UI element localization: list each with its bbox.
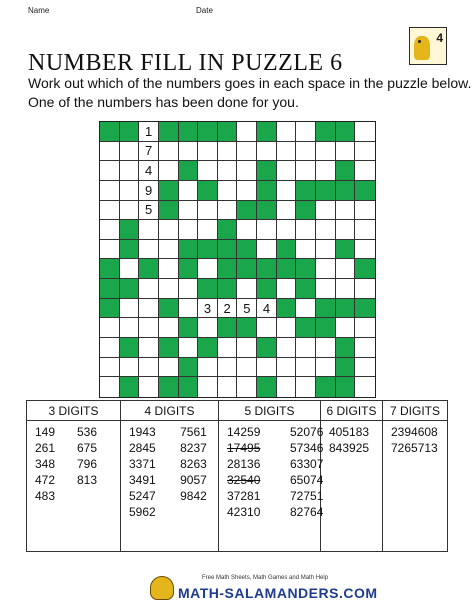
number-entry: 28136 bbox=[227, 457, 261, 471]
grid-cell bbox=[179, 299, 199, 319]
grid-cell-shaded bbox=[159, 181, 179, 201]
grid-cell-shaded bbox=[237, 201, 257, 221]
grid-cell bbox=[198, 259, 218, 279]
grid-cell bbox=[139, 358, 159, 378]
number-entry: 8263 bbox=[180, 457, 207, 471]
grid-cell bbox=[120, 161, 140, 181]
number-entry: 82764 bbox=[290, 505, 324, 519]
grid-cell bbox=[100, 377, 120, 397]
number-entry: 405183 bbox=[329, 425, 370, 439]
grid-cell-shaded bbox=[218, 240, 238, 260]
grid-cell-shaded bbox=[218, 122, 238, 142]
number-entry: 5247 bbox=[129, 489, 156, 503]
grid-cell bbox=[179, 181, 199, 201]
grid-cell-shaded bbox=[257, 377, 277, 397]
grid-cell-shaded bbox=[355, 299, 375, 319]
grid-cell-shaded bbox=[100, 279, 120, 299]
grid-cell bbox=[355, 122, 375, 142]
digits-column-header: 4 DIGITS bbox=[121, 401, 218, 421]
grid-cell-shaded bbox=[336, 161, 356, 181]
number-entry: 37281 bbox=[227, 489, 261, 503]
grid-cell bbox=[316, 279, 336, 299]
grid-cell bbox=[336, 201, 356, 221]
grid-cell-shaded bbox=[316, 299, 336, 319]
grid-cell-shaded bbox=[139, 259, 159, 279]
grid-cell-shaded bbox=[316, 318, 336, 338]
grid-cell-shaded bbox=[296, 259, 316, 279]
grid-cell-shaded bbox=[198, 240, 218, 260]
grid-cell-shaded bbox=[277, 259, 297, 279]
grid-cell-shaded bbox=[159, 377, 179, 397]
grid-cell bbox=[139, 338, 159, 358]
grid-cell-shaded bbox=[179, 318, 199, 338]
grid-cell bbox=[159, 279, 179, 299]
number-entry: 17495 bbox=[227, 441, 261, 455]
grid-cell-given: 5 bbox=[139, 201, 159, 221]
grid-cell bbox=[179, 142, 199, 162]
number-entry: 42310 bbox=[227, 505, 261, 519]
grid-cell-shaded bbox=[336, 338, 356, 358]
grid-cell bbox=[336, 220, 356, 240]
grid-cell bbox=[277, 318, 297, 338]
grid-cell-shaded bbox=[316, 377, 336, 397]
grid-cell bbox=[257, 318, 277, 338]
grid-cell bbox=[159, 220, 179, 240]
grid-cell-shaded bbox=[179, 358, 199, 378]
grid-cell bbox=[198, 142, 218, 162]
number-entry: 536 bbox=[77, 425, 98, 439]
grid-cell-given: 7 bbox=[139, 142, 159, 162]
grid-cell-shaded bbox=[277, 240, 297, 260]
page-title: NUMBER FILL IN PUZZLE 6 bbox=[28, 50, 343, 76]
number-entry: 2394608 bbox=[391, 425, 438, 439]
grid-cell-shaded bbox=[336, 358, 356, 378]
grid-cell-shaded bbox=[296, 181, 316, 201]
grid-cell-shaded bbox=[336, 181, 356, 201]
grid-cell-shaded bbox=[296, 279, 316, 299]
number-entry: 675 bbox=[77, 441, 98, 455]
grid-cell-given: 1 bbox=[139, 122, 159, 142]
grid-cell bbox=[100, 181, 120, 201]
number-entry: 261 bbox=[35, 441, 56, 455]
number-entry: 149 bbox=[35, 425, 56, 439]
grid-cell-shaded bbox=[218, 259, 238, 279]
footer-brand: MATH-SALAMANDERS.COM bbox=[178, 585, 378, 601]
grid-cell-shaded bbox=[257, 279, 277, 299]
grid-cell bbox=[198, 201, 218, 221]
salamander-mascot-icon bbox=[414, 36, 430, 60]
digits-column-header: 7 DIGITS bbox=[383, 401, 447, 421]
number-entry: 5962 bbox=[129, 505, 156, 519]
grid-cell bbox=[159, 240, 179, 260]
number-entry: 348 bbox=[35, 457, 56, 471]
grid-cell-shaded bbox=[257, 259, 277, 279]
grid-cell-shaded bbox=[179, 161, 199, 181]
grid-cell bbox=[159, 259, 179, 279]
grid-cell bbox=[355, 377, 375, 397]
grid-cell bbox=[296, 338, 316, 358]
grid-cell-shaded bbox=[100, 259, 120, 279]
grid-cell-shaded bbox=[316, 181, 336, 201]
grade-number: 4 bbox=[436, 31, 443, 45]
grid-cell-shaded bbox=[355, 259, 375, 279]
grid-cell bbox=[120, 142, 140, 162]
grid-cell bbox=[355, 318, 375, 338]
date-label: Date bbox=[196, 6, 213, 15]
grid-cell bbox=[296, 358, 316, 378]
grid-cell bbox=[336, 142, 356, 162]
grid-cell bbox=[277, 377, 297, 397]
grid-cell bbox=[296, 240, 316, 260]
digits-column-header: 3 DIGITS bbox=[27, 401, 120, 421]
salamander-logo-icon bbox=[409, 27, 447, 65]
grid-cell-shaded bbox=[100, 299, 120, 319]
grid-cell-shaded bbox=[218, 318, 238, 338]
grid-cell bbox=[218, 161, 238, 181]
grid-cell bbox=[100, 318, 120, 338]
grid-cell bbox=[336, 259, 356, 279]
grid-cell bbox=[336, 279, 356, 299]
grid-cell bbox=[316, 338, 336, 358]
number-entry: 9842 bbox=[180, 489, 207, 503]
grid-cell-given: 9 bbox=[139, 181, 159, 201]
grid-cell-shaded bbox=[336, 122, 356, 142]
grid-cell bbox=[316, 240, 336, 260]
grid-cell bbox=[277, 161, 297, 181]
grid-cell bbox=[100, 338, 120, 358]
grid-cell-shaded bbox=[100, 122, 120, 142]
number-table bbox=[26, 400, 448, 552]
grid-cell bbox=[120, 358, 140, 378]
grid-cell bbox=[277, 279, 297, 299]
grid-cell bbox=[139, 240, 159, 260]
grid-cell bbox=[336, 318, 356, 338]
grid-cell-shaded bbox=[179, 259, 199, 279]
grid-cell bbox=[198, 318, 218, 338]
number-entry: 9057 bbox=[180, 473, 207, 487]
grid-cell bbox=[237, 161, 257, 181]
grid-cell-shaded bbox=[120, 377, 140, 397]
grid-cell-shaded bbox=[336, 240, 356, 260]
digits-column bbox=[219, 401, 324, 551]
number-entry: 32540 bbox=[227, 473, 261, 487]
grid-cell bbox=[277, 358, 297, 378]
grid-cell-shaded bbox=[257, 201, 277, 221]
number-entry: 1943 bbox=[129, 425, 156, 439]
grid-cell bbox=[237, 181, 257, 201]
grid-cell-shaded bbox=[198, 122, 218, 142]
grid-cell bbox=[179, 338, 199, 358]
grid-cell-shaded bbox=[237, 318, 257, 338]
grid-cell bbox=[179, 279, 199, 299]
grid-cell bbox=[100, 358, 120, 378]
grid-cell bbox=[355, 220, 375, 240]
grid-cell bbox=[237, 377, 257, 397]
grid-cell-shaded bbox=[198, 181, 218, 201]
number-entry: 8237 bbox=[180, 441, 207, 455]
grid-cell bbox=[139, 279, 159, 299]
grid-cell bbox=[316, 161, 336, 181]
grid-cell bbox=[355, 142, 375, 162]
grid-cell bbox=[159, 318, 179, 338]
grid-cell-given: 4 bbox=[257, 299, 277, 319]
grid-cell bbox=[355, 279, 375, 299]
grid-cell bbox=[218, 201, 238, 221]
grid-cell-shaded bbox=[159, 299, 179, 319]
grid-cell bbox=[277, 220, 297, 240]
grid-cell bbox=[355, 201, 375, 221]
grid-cell-shaded bbox=[237, 259, 257, 279]
grid-cell bbox=[159, 358, 179, 378]
grid-cell-shaded bbox=[336, 299, 356, 319]
grid-cell bbox=[198, 377, 218, 397]
grid-cell bbox=[120, 201, 140, 221]
grid-cell-shaded bbox=[277, 299, 297, 319]
grid-cell bbox=[316, 201, 336, 221]
number-entry: 483 bbox=[35, 489, 56, 503]
instruction-line-2: One of the numbers has been done for you. bbox=[28, 94, 299, 110]
number-entry: 57346 bbox=[290, 441, 324, 455]
grid-cell-shaded bbox=[159, 122, 179, 142]
digits-column-header: 5 DIGITS bbox=[219, 401, 320, 421]
grid-cell bbox=[316, 142, 336, 162]
grid-cell-shaded bbox=[237, 240, 257, 260]
number-entry: 796 bbox=[77, 457, 98, 471]
grid-cell-shaded bbox=[218, 220, 238, 240]
grid-cell-given: 5 bbox=[237, 299, 257, 319]
grid-cell-shaded bbox=[296, 318, 316, 338]
grid-cell-shaded bbox=[159, 201, 179, 221]
footer-tagline: Free Math Sheets, Math Games and Math Help bbox=[202, 575, 329, 581]
digits-column bbox=[27, 401, 121, 551]
grid-cell bbox=[296, 142, 316, 162]
name-label: Name bbox=[28, 6, 50, 15]
number-entry: 7265713 bbox=[391, 441, 438, 455]
grid-cell bbox=[139, 220, 159, 240]
number-entry: 472 bbox=[35, 473, 56, 487]
grid-cell bbox=[237, 279, 257, 299]
grid-cell-shaded bbox=[257, 122, 277, 142]
grid-cell bbox=[296, 161, 316, 181]
grid-cell bbox=[218, 358, 238, 378]
grid-cell bbox=[355, 358, 375, 378]
grid-cell bbox=[296, 122, 316, 142]
number-entry: 65074 bbox=[290, 473, 324, 487]
grid-cell bbox=[120, 299, 140, 319]
grid-cell-given: 4 bbox=[139, 161, 159, 181]
grid-cell bbox=[120, 181, 140, 201]
puzzle-grid bbox=[99, 121, 376, 398]
grid-cell bbox=[100, 220, 120, 240]
number-entry: 2845 bbox=[129, 441, 156, 455]
grid-cell-given: 3 bbox=[198, 299, 218, 319]
footer bbox=[150, 572, 380, 602]
grid-cell-shaded bbox=[179, 122, 199, 142]
grid-cell-shaded bbox=[120, 220, 140, 240]
digits-column bbox=[321, 401, 383, 551]
grid-cell bbox=[100, 142, 120, 162]
number-entry: 3491 bbox=[129, 473, 156, 487]
grid-cell bbox=[179, 220, 199, 240]
digits-column bbox=[383, 401, 447, 551]
grid-cell-shaded bbox=[179, 377, 199, 397]
grid-cell bbox=[139, 377, 159, 397]
number-entry: 843925 bbox=[329, 441, 370, 455]
instruction-line-1: Work out which of the numbers goes in each space in the puzzle below. bbox=[28, 75, 472, 91]
grid-cell bbox=[277, 201, 297, 221]
grid-cell bbox=[237, 220, 257, 240]
grid-cell bbox=[237, 142, 257, 162]
grid-cell bbox=[257, 240, 277, 260]
grid-cell bbox=[277, 338, 297, 358]
salamander-mascot-icon bbox=[150, 576, 174, 600]
grid-cell-shaded bbox=[179, 240, 199, 260]
grid-cell bbox=[277, 181, 297, 201]
grid-cell bbox=[218, 377, 238, 397]
number-entry: 3371 bbox=[129, 457, 156, 471]
grid-cell-shaded bbox=[120, 338, 140, 358]
grid-cell-shaded bbox=[120, 240, 140, 260]
grid-cell bbox=[100, 161, 120, 181]
grid-cell bbox=[198, 220, 218, 240]
grid-cell-given: 2 bbox=[218, 299, 238, 319]
grid-cell-shaded bbox=[120, 122, 140, 142]
grid-cell bbox=[296, 377, 316, 397]
grid-cell bbox=[120, 259, 140, 279]
number-entry: 52076 bbox=[290, 425, 324, 439]
grid-cell-shaded bbox=[257, 181, 277, 201]
grid-cell bbox=[179, 201, 199, 221]
grid-cell bbox=[100, 240, 120, 260]
grid-cell-shaded bbox=[355, 181, 375, 201]
digits-column bbox=[121, 401, 219, 551]
grid-cell bbox=[198, 358, 218, 378]
grid-cell bbox=[237, 338, 257, 358]
number-entry: 7561 bbox=[180, 425, 207, 439]
grid-cell bbox=[237, 122, 257, 142]
grid-cell bbox=[100, 201, 120, 221]
grid-cell-shaded bbox=[316, 122, 336, 142]
grid-cell bbox=[296, 220, 316, 240]
grid-cell bbox=[316, 259, 336, 279]
grid-cell bbox=[218, 142, 238, 162]
grid-cell bbox=[218, 338, 238, 358]
grid-cell-shaded bbox=[120, 279, 140, 299]
number-entry: 14259 bbox=[227, 425, 261, 439]
grid-cell bbox=[257, 358, 277, 378]
grid-cell-shaded bbox=[296, 201, 316, 221]
grid-cell bbox=[355, 338, 375, 358]
number-entry: 63307 bbox=[290, 457, 324, 471]
number-entry: 72751 bbox=[290, 489, 324, 503]
grid-cell bbox=[198, 161, 218, 181]
grid-cell bbox=[316, 358, 336, 378]
grid-cell-shaded bbox=[198, 279, 218, 299]
number-entry: 813 bbox=[77, 473, 98, 487]
grid-cell bbox=[159, 142, 179, 162]
grid-cell bbox=[257, 142, 277, 162]
grid-cell bbox=[296, 299, 316, 319]
grid-cell bbox=[355, 240, 375, 260]
grid-cell bbox=[316, 220, 336, 240]
grid-cell-shaded bbox=[336, 377, 356, 397]
grid-cell bbox=[159, 161, 179, 181]
grid-cell bbox=[139, 318, 159, 338]
grid-cell-shaded bbox=[257, 161, 277, 181]
grid-cell-shaded bbox=[198, 338, 218, 358]
grid-cell bbox=[139, 299, 159, 319]
grid-cell bbox=[218, 181, 238, 201]
grid-cell bbox=[120, 318, 140, 338]
grid-cell bbox=[355, 161, 375, 181]
grid-cell-shaded bbox=[257, 338, 277, 358]
grid-cell bbox=[237, 358, 257, 378]
grid-cell bbox=[277, 122, 297, 142]
grid-cell bbox=[257, 220, 277, 240]
digits-column-header: 6 DIGITS bbox=[321, 401, 382, 421]
grid-cell-shaded bbox=[159, 338, 179, 358]
grid-cell bbox=[277, 142, 297, 162]
grid-cell-shaded bbox=[218, 279, 238, 299]
